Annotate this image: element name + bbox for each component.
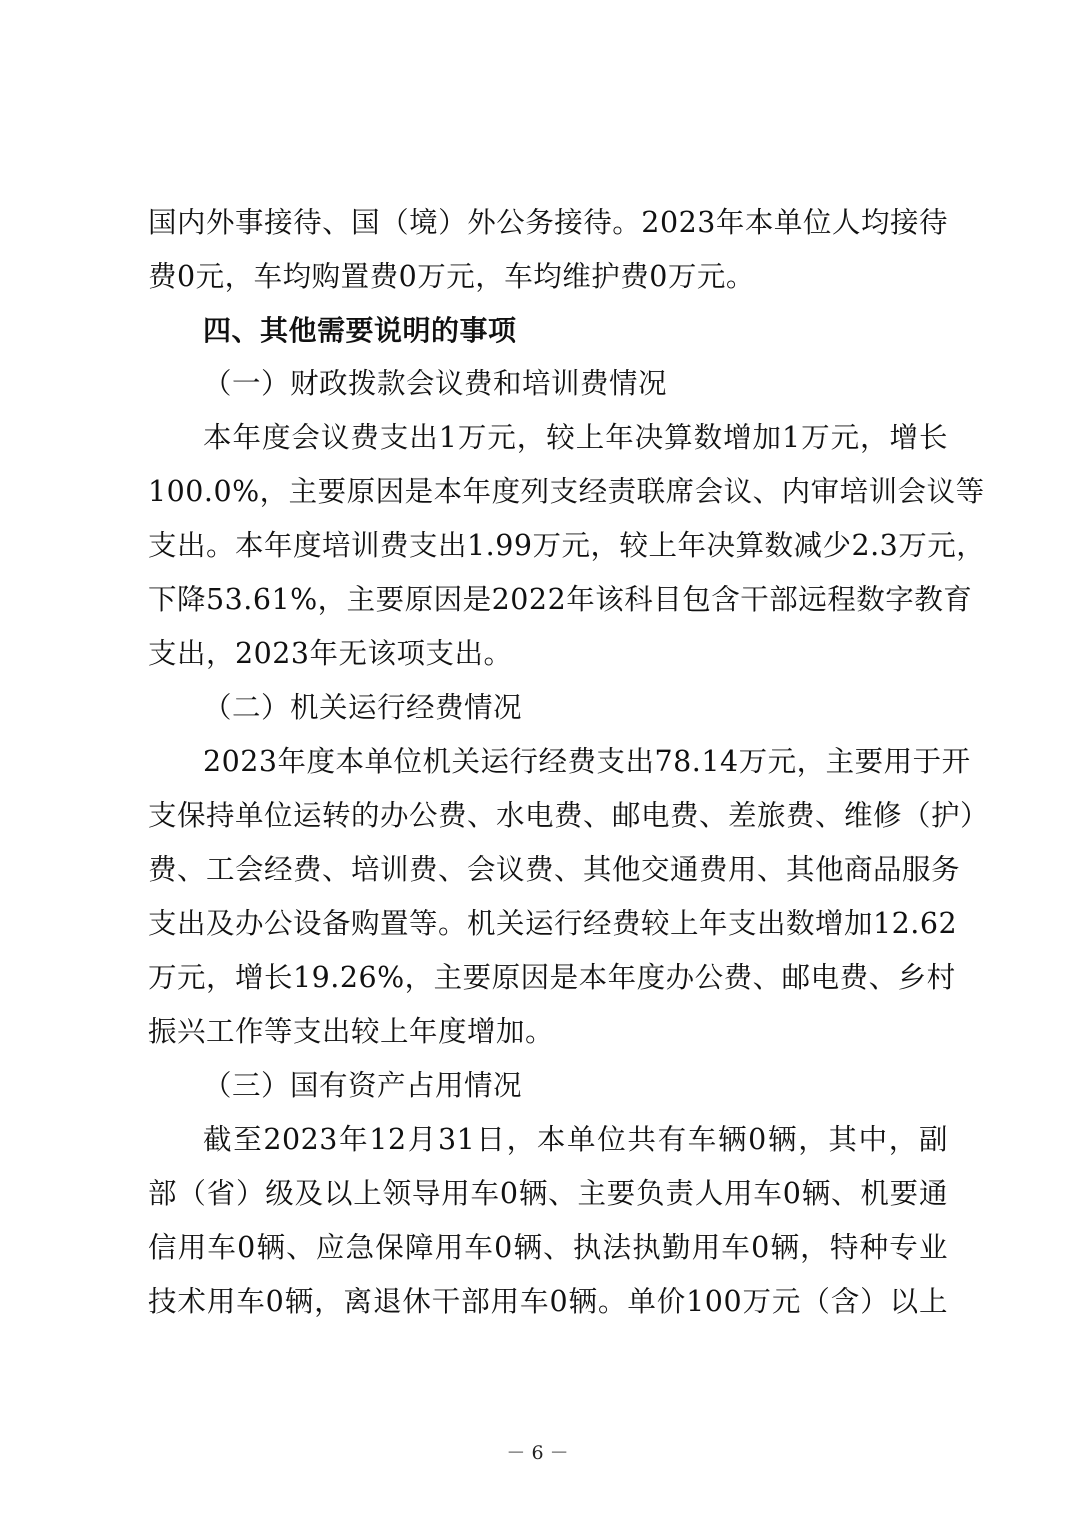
paragraph-line-10: 费、工会经费、培训费、会议费、其他交通费用、其他商品服务 — [148, 853, 961, 886]
page-number: － 6 － — [506, 1442, 569, 1464]
paragraph-line-3: 本年度会议费支出1万元，较上年决算数增加1万元，增长 — [203, 421, 948, 454]
subsection-heading-2: （二）机关运行经费情况 — [203, 691, 523, 724]
paragraph-line-1: 国内外事接待、国（境）外公务接待。2023年本单位人均接待 — [148, 206, 948, 239]
paragraph-line-8: 2023年度本单位机关运行经费支出78.14万元，主要用于开 — [203, 745, 971, 778]
paragraph-line-2: 费0元，车均购置费0万元，车均维护费0万元。 — [148, 260, 755, 293]
paragraph-line-15: 部（省）级及以上领导用车0辆、主要负责人用车0辆、机要通 — [148, 1177, 948, 1210]
paragraph-line-7: 支出，2023年无该项支出。 — [148, 637, 513, 670]
paragraph-line-13: 振兴工作等支出较上年度增加。 — [148, 1015, 555, 1048]
paragraph-line-16: 信用车0辆、应急保障用车0辆、执法执勤用车0辆，特种专业 — [148, 1231, 948, 1264]
subsection-heading-3: （三）国有资产占用情况 — [203, 1069, 523, 1102]
paragraph-line-6: 下降53.61%，主要原因是2022年该科目包含干部远程数字教育 — [148, 583, 973, 616]
paragraph-line-9: 支保持单位运转的办公费、水电费、邮电费、差旅费、维修（护） — [148, 799, 990, 832]
paragraph-line-5: 支出。本年度培训费支出1.99万元，较上年决算数减少2.3万元， — [148, 529, 986, 562]
paragraph-line-11: 支出及办公设备购置等。机关运行经费较上年支出数增加12.62 — [148, 907, 958, 940]
paragraph-line-4: 100.0%，主要原因是本年度列支经责联席会议、内审培训会议等 — [148, 475, 985, 508]
subsection-heading-1: （一）财政拨款会议费和培训费情况 — [203, 367, 668, 400]
paragraph-line-17: 技术用车0辆，离退休干部用车0辆。单价100万元（含）以上 — [148, 1285, 948, 1318]
paragraph-line-14: 截至2023年12月31日，本单位共有车辆0辆，其中，副 — [203, 1123, 948, 1156]
section-heading-4: 四、其他需要说明的事项 — [203, 314, 517, 347]
paragraph-line-12: 万元，增长19.26%，主要原因是本年度办公费、邮电费、乡村 — [148, 961, 956, 994]
